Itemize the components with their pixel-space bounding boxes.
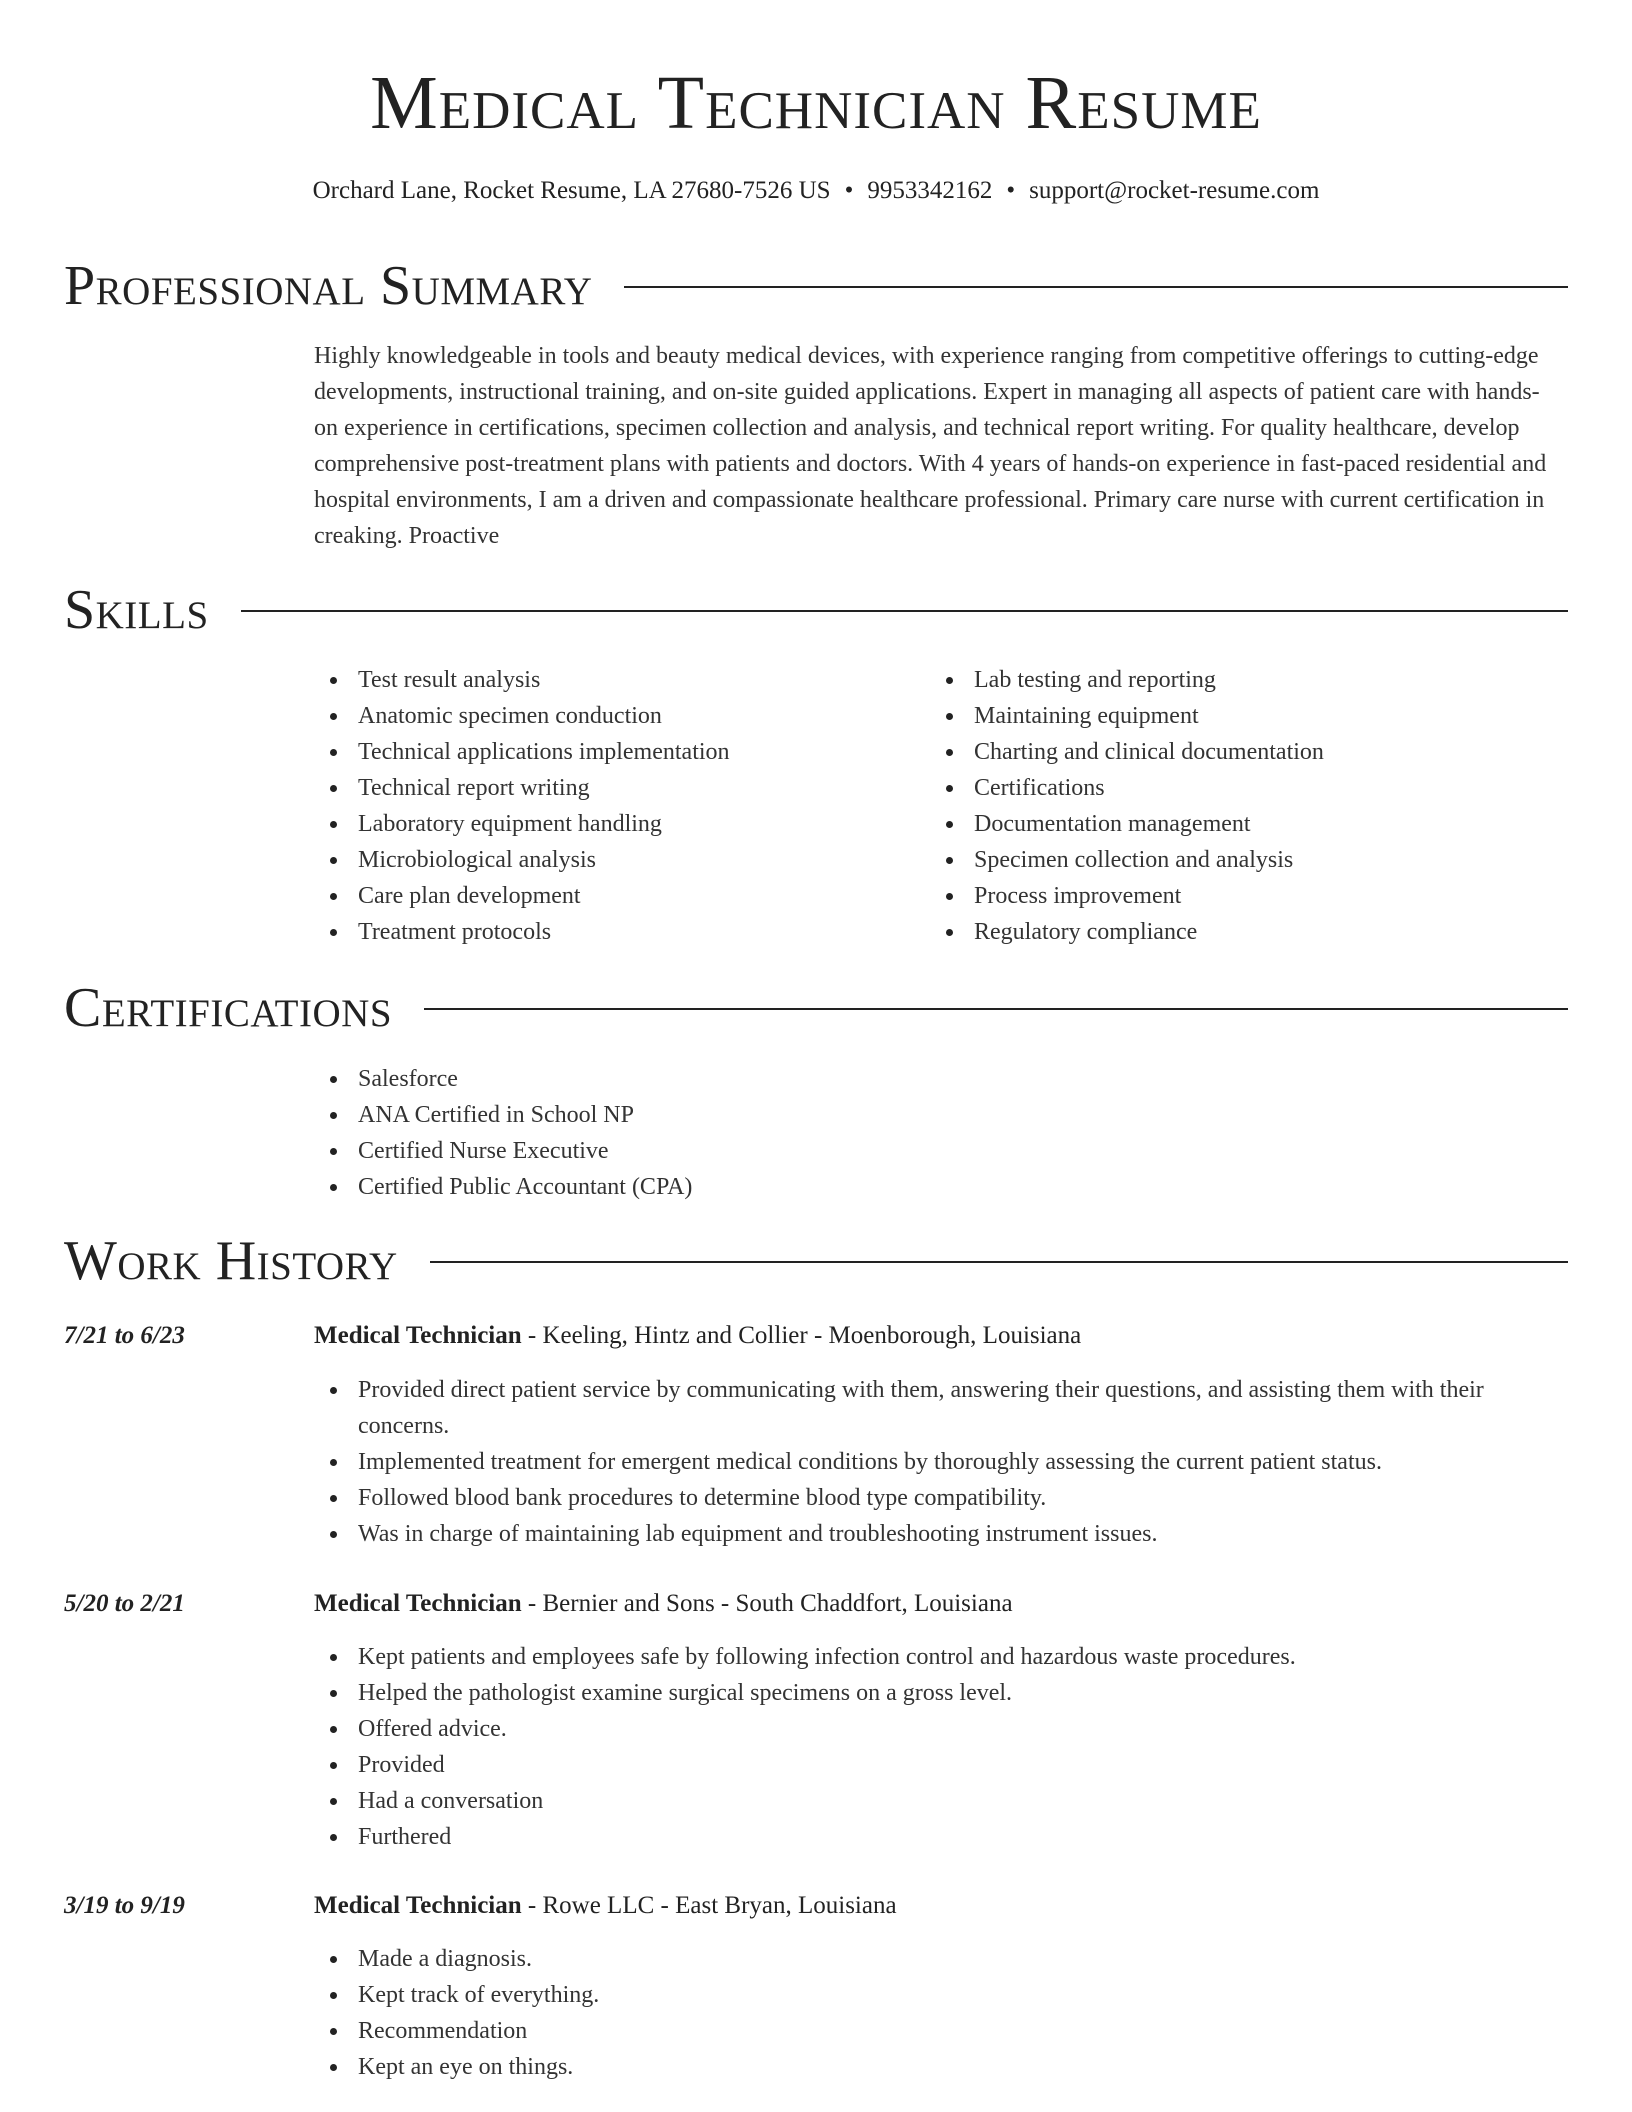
skill-item: Test result analysis — [314, 662, 914, 698]
section-divider — [424, 1008, 1568, 1010]
job-duty-item: Provided direct patient service by communicating with them, answering their questions, and assisting them with their concerns. — [314, 1372, 1554, 1444]
summary-heading: Professional Summary — [64, 255, 593, 317]
section-divider — [624, 286, 1568, 288]
contact-separator: • — [844, 177, 854, 204]
job-duty-item: Kept track of everything. — [314, 1977, 1554, 2013]
certifications-section-header — [64, 976, 1568, 1040]
job-duty-item: Kept an eye on things. — [314, 2049, 1554, 2085]
skills-column-left — [314, 662, 914, 950]
skill-item: Anatomic specimen conduction — [314, 698, 914, 734]
job-duties — [314, 1941, 1554, 2085]
job-duty-item: Made a diagnosis. — [314, 1941, 1554, 1977]
skill-item: Microbiological analysis — [314, 842, 914, 878]
job-duty-item: Helped the pathologist examine surgical specimens on a gross level. — [314, 1675, 1554, 1711]
skill-item: Care plan development — [314, 878, 914, 914]
job-duty-item: Implemented treatment for emergent medical conditions by thoroughly assessing the current patient status. — [314, 1444, 1554, 1480]
skill-item: Regulatory compliance — [930, 914, 1550, 950]
job-duties — [314, 1372, 1554, 1552]
job-duty-item: Offered advice. — [314, 1711, 1554, 1747]
skill-item: Laboratory equipment handling — [314, 806, 914, 842]
job-employer-location: - Bernier and Sons - South Chaddfort, Louisiana — [521, 1590, 1013, 1617]
certification-item: Certified Nurse Executive — [314, 1133, 1514, 1169]
job-duties — [314, 1639, 1554, 1855]
job-dates: 5/20 to 2/21 — [64, 1590, 185, 1617]
work-history-section-header — [64, 1229, 1568, 1293]
summary-section-header — [64, 254, 1568, 318]
job-duty-item: Followed blood bank procedures to determine blood type compatibility. — [314, 1480, 1554, 1516]
skills-heading: Skills — [64, 579, 209, 641]
contact-separator: • — [1006, 177, 1016, 204]
work-history-heading: Work History — [64, 1230, 398, 1292]
summary-text: Highly knowledgeable in tools and beauty medical devices, with experience ranging from competitive offerings to cutting-edge developments, instructional training, and on-site guided applications. Expert in managing all aspects of patient care with hands-on experience in certifications, specimen collection and analysis, and technical report writing. For quality healthcare, develop comprehensive post-treatment plans with patients and doctors. With 4 years of hands-on experience in fast-paced residential and hospital environments, I am a driven and compassionate healthcare professional. Primary care nurse with current certification in creaking. Proactive — [314, 343, 1547, 549]
contact-address: Orchard Lane, Rocket Resume, LA 27680-7526 US — [312, 177, 831, 204]
job-employer-location: - Rowe LLC - East Bryan, Louisiana — [521, 1892, 897, 1919]
job-heading — [314, 1318, 1554, 1354]
contact-phone: 9953342162 — [867, 177, 993, 204]
section-divider — [430, 1261, 1568, 1263]
resume-title: Medical Technician Resume — [370, 61, 1262, 145]
job-heading — [314, 1586, 1554, 1622]
job-duties-list — [314, 1639, 1554, 1855]
job-duty-item: Provided — [314, 1747, 1554, 1783]
skill-item: Certifications — [930, 770, 1550, 806]
job-title: Medical Technician — [314, 1892, 522, 1919]
skills-list-right — [930, 662, 1550, 950]
skills-section-header — [64, 578, 1568, 642]
section-divider — [241, 610, 1568, 612]
job-duty-item: Recommendation — [314, 2013, 1554, 2049]
skill-item: Lab testing and reporting — [930, 662, 1550, 698]
skills-list-left — [314, 662, 914, 950]
contact-email: support@rocket-resume.com — [1029, 177, 1320, 204]
skill-item: Specimen collection and analysis — [930, 842, 1550, 878]
skill-item: Charting and clinical documentation — [930, 734, 1550, 770]
skill-item: Treatment protocols — [314, 914, 914, 950]
certifications-list — [314, 1061, 1514, 1205]
job-duty-item: Was in charge of maintaining lab equipment and troubleshooting instrument issues. — [314, 1516, 1554, 1552]
certifications-heading: Certifications — [64, 977, 393, 1039]
skill-item: Process improvement — [930, 878, 1550, 914]
job-heading — [314, 1888, 1554, 1924]
job-duty-item: Furthered — [314, 1819, 1554, 1855]
skill-item: Technical applications implementation — [314, 734, 914, 770]
job-title: Medical Technician — [314, 1322, 522, 1349]
job-dates: 7/21 to 6/23 — [64, 1322, 185, 1349]
job-employer-location: - Keeling, Hintz and Collier - Moenborough, Louisiana — [521, 1322, 1082, 1349]
certification-item: Certified Public Accountant (CPA) — [314, 1169, 1514, 1205]
job-dates: 3/19 to 9/19 — [64, 1892, 185, 1919]
job-duty-item: Kept patients and employees safe by following infection control and hazardous waste procedures. — [314, 1639, 1554, 1675]
certification-item: ANA Certified in School NP — [314, 1097, 1514, 1133]
job-duty-item: Had a conversation — [314, 1783, 1554, 1819]
contact-line — [0, 174, 1632, 208]
certifications-block — [314, 1061, 1514, 1205]
certification-item: Salesforce — [314, 1061, 1514, 1097]
skill-item: Maintaining equipment — [930, 698, 1550, 734]
job-title: Medical Technician — [314, 1590, 522, 1617]
skill-item: Technical report writing — [314, 770, 914, 806]
skill-item: Documentation management — [930, 806, 1550, 842]
job-duties-list — [314, 1941, 1554, 2085]
job-duties-list — [314, 1372, 1554, 1552]
skills-column-right — [930, 662, 1550, 950]
